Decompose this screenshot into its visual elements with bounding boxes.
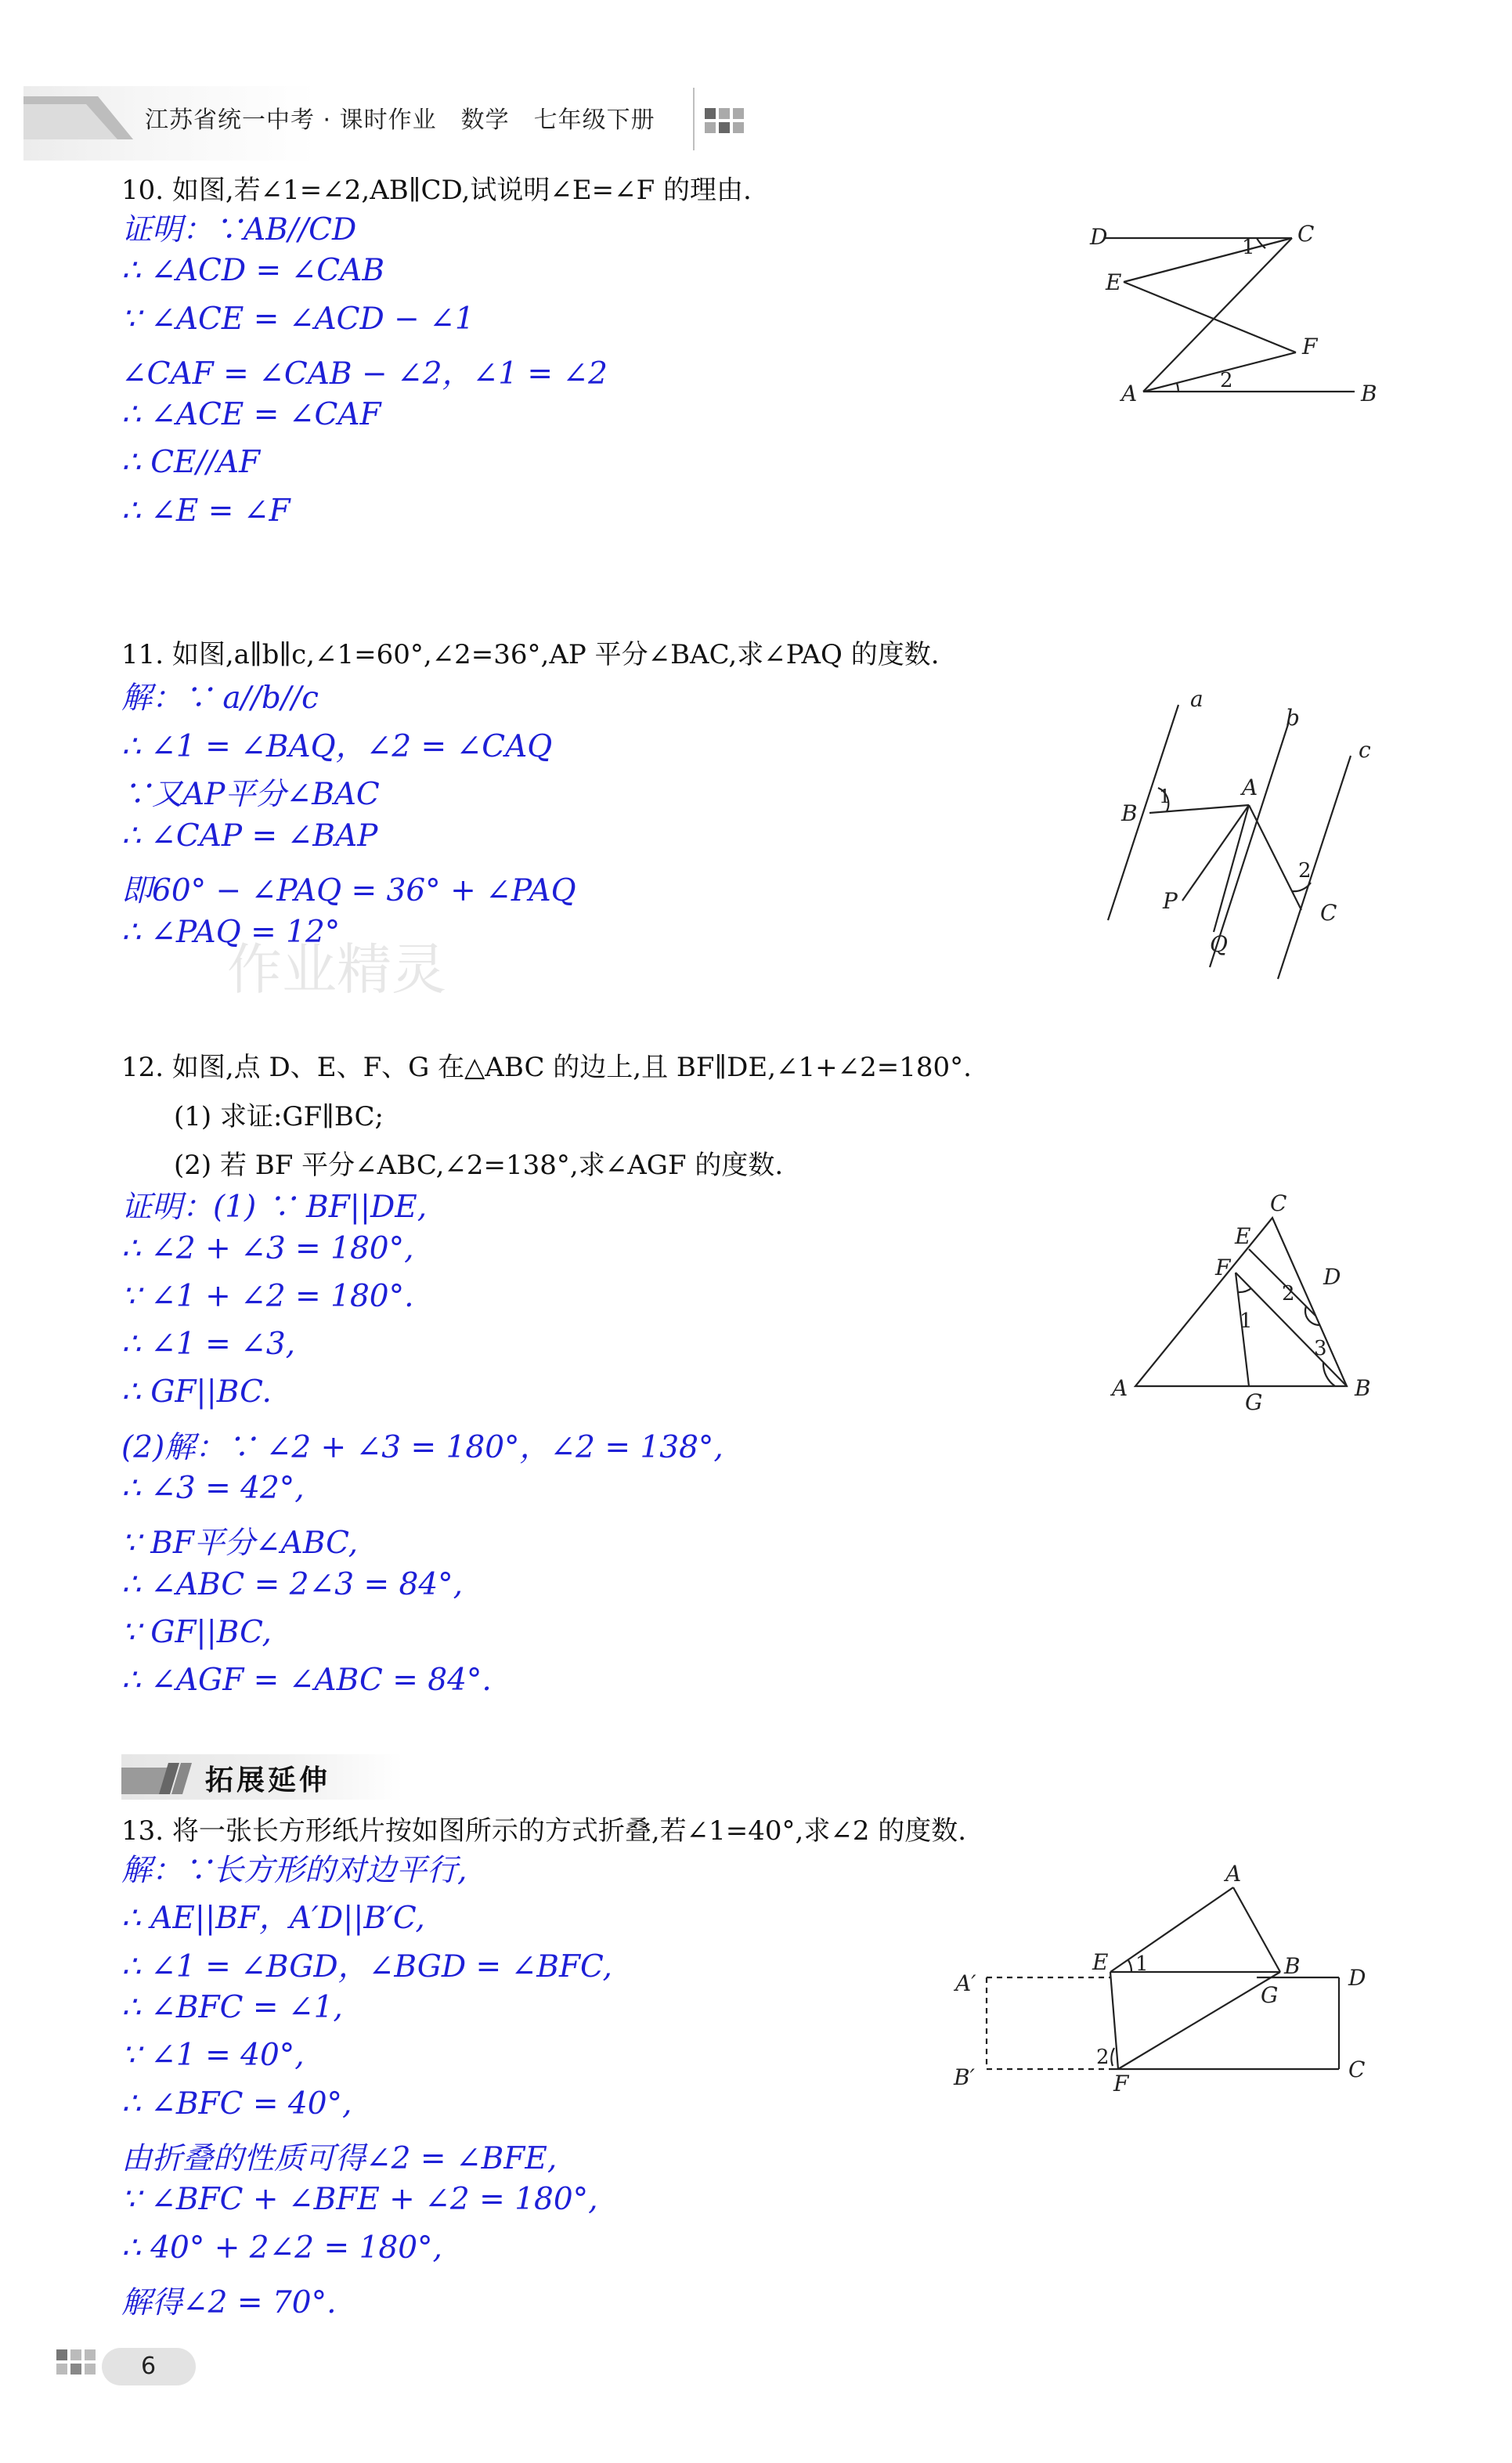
header-square-icon: [705, 122, 716, 133]
line-fb: [1118, 1972, 1280, 2069]
label-angle-2: 2: [1282, 1282, 1295, 1306]
label-c-line: c: [1359, 737, 1371, 763]
label-b: B: [1355, 1375, 1371, 1401]
q11-question: 11. 如图,a∥b∥c,∠1=60°,∠2=36°,AP 平分∠BAC,求∠PAQ 的度数.: [121, 639, 940, 670]
header-title: 江苏省统一中考 · 课时作业 数学 七年级下册: [145, 107, 655, 134]
q12-line-2: ∴ ∠2 + ∠3 = 180°,: [121, 1231, 414, 1266]
q10-line-1: 证明：∵AB//CD: [121, 212, 357, 247]
q12-line-6: (2)解：∵ ∠2 + ∠3 = 180°，∠2 = 138°,: [121, 1430, 724, 1465]
q10-line-6: ∴ CE//AF: [121, 445, 261, 480]
q10-line-5: ∴ ∠ACE = ∠CAF: [121, 397, 381, 432]
q10-line-2: ∴ ∠ACD = ∠CAB: [121, 253, 384, 288]
header-divider: [693, 88, 695, 150]
line-ac: [1249, 805, 1301, 910]
label-b: B: [1284, 1953, 1301, 1979]
angle-1-arc: [1128, 1960, 1131, 1972]
q13-line-7: 由折叠的性质可得∠2 = ∠BFE,: [121, 2141, 558, 2176]
header-square-icon: [719, 122, 730, 133]
label-e: E: [1092, 1949, 1109, 1975]
footer-square-icon: [85, 2349, 96, 2360]
q10-line-3: ∵ ∠ACE = ∠ACD − ∠1: [121, 302, 475, 337]
line-ap: [1182, 805, 1249, 901]
label-a: A: [1242, 775, 1258, 800]
header-square-icon: [705, 108, 716, 119]
label-c: C: [1320, 900, 1337, 926]
label-b: B: [1361, 381, 1377, 406]
q11-line-3: ∵又AP平分∠BAC: [121, 777, 380, 812]
q13-line-10: 解得∠2 = 70°.: [121, 2285, 337, 2320]
footer-square-icon: [56, 2364, 67, 2375]
angle-3-arc: [1323, 1363, 1335, 1386]
q12-figure: [1096, 1183, 1394, 1425]
footer-square-icon: [56, 2349, 67, 2360]
header-square-icon: [733, 122, 744, 133]
angle-2-arc: [1177, 383, 1178, 392]
label-angle-2: 2: [1220, 369, 1233, 392]
q12-line-9: ∴ ∠ABC = 2∠3 = 84°,: [121, 1567, 464, 1602]
q13-line-8: ∵ ∠BFC + ∠BFE + ∠2 = 180°,: [121, 2182, 598, 2217]
label-a-line: a: [1190, 686, 1203, 712]
q12-part2: (2) 若 BF 平分∠ABC,∠2=138°,求∠AGF 的度数.: [174, 1150, 784, 1181]
label-angle-1: 1: [1135, 1952, 1149, 1976]
label-angle-3: 3: [1314, 1337, 1327, 1360]
q13-line-1: 解：∵长方形的对边平行,: [121, 1853, 467, 1888]
section-icon: [121, 1760, 192, 1796]
label-e: E: [1235, 1223, 1251, 1249]
label-d: D: [1323, 1264, 1341, 1290]
q12-question: 12. 如图,点 D、E、F、G 在△ABC 的边上,且 BF∥DE,∠1+∠2=180°.: [121, 1052, 972, 1083]
label-b: B: [1121, 800, 1138, 826]
label-f: F: [1302, 334, 1318, 359]
label-e: E: [1106, 269, 1122, 295]
q13-line-4: ∴ ∠BFC = ∠1,: [121, 1990, 343, 2025]
q12-line-1: 证明：(1) ∵ BF||DE,: [121, 1190, 428, 1225]
q12-line-10: ∵ GF||BC,: [121, 1615, 272, 1650]
angle-2-arc: [1111, 2048, 1114, 2066]
section-title: 拓展延伸: [205, 1764, 331, 1797]
line-aq: [1214, 805, 1249, 932]
label-b-line: b: [1286, 705, 1300, 731]
label-a: A: [1121, 381, 1138, 406]
line-ef: [1124, 282, 1296, 352]
footer-square-icon: [70, 2364, 81, 2375]
label-g: G: [1261, 1982, 1279, 2008]
page-number: 6: [102, 2348, 196, 2385]
line-c: [1278, 756, 1351, 979]
q13-line-9: ∴ 40° + 2∠2 = 180°,: [121, 2230, 442, 2266]
line-ab: [1233, 1887, 1280, 1972]
line-ce: [1124, 238, 1292, 282]
watermark: 作业精灵: [227, 937, 446, 1002]
q12-part1: (1) 求证:GF∥BC;: [174, 1101, 384, 1132]
label-angle-1: 1: [1240, 1309, 1253, 1333]
q12-line-5: ∴ GF||BC.: [121, 1374, 272, 1410]
q10-line-4: ∠CAF = ∠CAB − ∠2，∠1 = ∠2: [121, 356, 608, 392]
q12-line-11: ∴ ∠AGF = ∠ABC = 84°.: [121, 1663, 492, 1698]
q10-question: 10. 如图,若∠1=∠2,AB∥CD,试说明∠E=∠F 的理由.: [121, 175, 752, 206]
label-angle-2: 2: [1298, 859, 1312, 883]
q10-figure: [1081, 211, 1394, 415]
q13-question: 13. 将一张长方形纸片按如图所示的方式折叠,若∠1=40°,求∠2 的度数.: [121, 1815, 967, 1847]
label-c: C: [1297, 221, 1315, 247]
footer-square-icon: [70, 2349, 81, 2360]
label-d: D: [1348, 1965, 1366, 1991]
label-q: Q: [1210, 931, 1228, 957]
label-a: A: [1225, 1861, 1242, 1887]
label-a-prime: A′: [955, 1970, 976, 1996]
label-c: C: [1270, 1190, 1287, 1216]
label-f: F: [1215, 1255, 1231, 1280]
q13-line-6: ∴ ∠BFC = 40°,: [121, 2086, 352, 2122]
q12-line-4: ∴ ∠1 = ∠3,: [121, 1327, 296, 1362]
angle-2-arc: [1292, 883, 1311, 891]
q11-line-2: ∴ ∠1 = ∠BAQ，∠2 = ∠CAQ: [121, 729, 553, 764]
q13-line-2: ∴ AE||BF，A′D||B′C,: [121, 1901, 425, 1936]
q11-figure: [1081, 681, 1394, 987]
q11-line-5: 即60° − ∠PAQ = 36° + ∠PAQ: [121, 873, 576, 908]
q12-line-3: ∵ ∠1 + ∠2 = 180°.: [121, 1279, 414, 1314]
angle-1-arc: [1239, 1288, 1251, 1292]
header-square-icon: [719, 108, 730, 119]
label-d: D: [1090, 224, 1108, 250]
label-a: A: [1112, 1375, 1128, 1401]
q13-figure: [940, 1856, 1394, 2107]
q12-line-7: ∴ ∠3 = 42°,: [121, 1471, 305, 1506]
q10-line-7: ∴ ∠E = ∠F: [121, 493, 290, 529]
header-decoration: [23, 92, 133, 139]
q13-line-5: ∵ ∠1 = 40°,: [121, 2038, 305, 2073]
header-square-icon: [733, 108, 744, 119]
q12-line-8: ∵ BF平分∠ABC,: [121, 1526, 359, 1561]
q11-line-4: ∴ ∠CAP = ∠BAP: [121, 818, 378, 854]
footer-square-icon: [85, 2364, 96, 2375]
line-ea: [1110, 1887, 1233, 1972]
label-p: P: [1163, 888, 1178, 914]
q11-line-1: 解：∵ a//b//c: [121, 681, 319, 716]
label-f: F: [1113, 2071, 1129, 2096]
line-ca: [1143, 238, 1292, 392]
label-angle-2: 2: [1096, 2046, 1110, 2069]
q11-line-6: ∴ ∠PAQ = 12°: [121, 915, 341, 950]
q13-line-3: ∴ ∠1 = ∠BGD，∠BGD = ∠BFC,: [121, 1949, 612, 1984]
label-angle-1: 1: [1242, 236, 1255, 259]
label-b-prime: B′: [954, 2064, 975, 2090]
label-g: G: [1245, 1389, 1263, 1415]
label-c: C: [1348, 2057, 1366, 2082]
label-angle-1: 1: [1159, 785, 1171, 807]
